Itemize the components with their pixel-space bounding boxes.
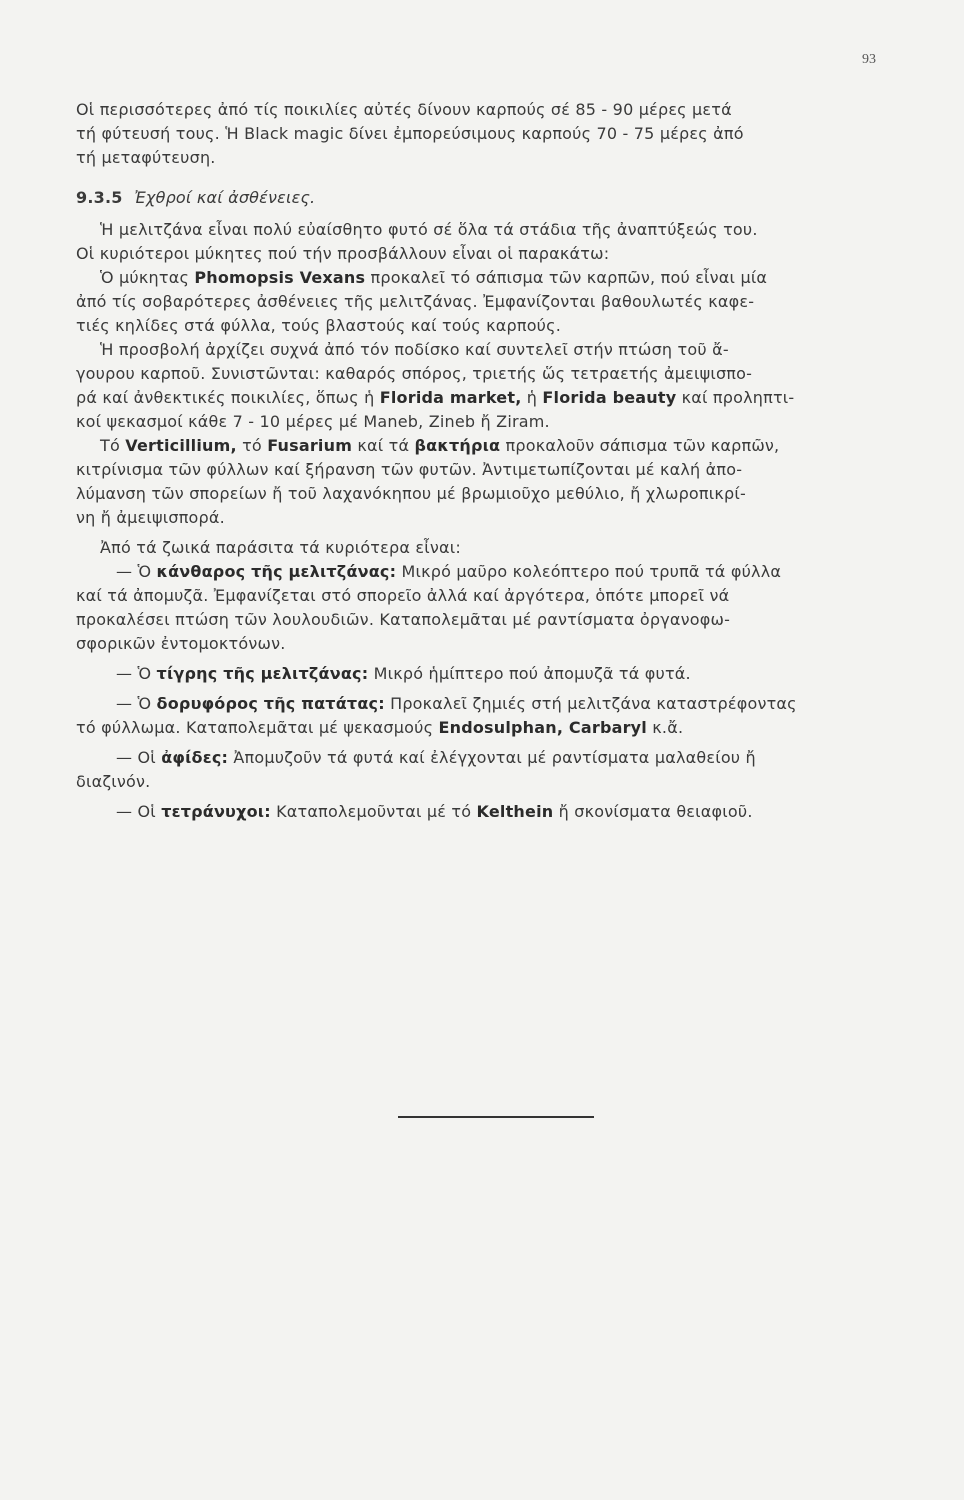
list-item — [76, 662, 896, 686]
bold-term: Fusarium — [267, 436, 353, 455]
section-divider — [398, 1116, 594, 1118]
paragraph-line — [76, 716, 896, 740]
text-run: ἤ σκονίσματα θειαφιοῦ. — [553, 802, 753, 821]
text-run: προκαλεῖ τό σάπισμα τῶν καρπῶν, πού εἶναι μία — [365, 268, 768, 287]
text-run: Ὁ μύκητας — [100, 268, 195, 287]
text-run: ἡ — [521, 388, 543, 407]
section-heading — [76, 186, 896, 210]
bold-term: δορυφόρος τῆς πατάτας: — [156, 694, 385, 713]
bold-term: ἀφίδες: — [161, 748, 229, 767]
bold-term: Verticillium, — [125, 436, 237, 455]
paragraph-line: διαζινόν. — [76, 772, 151, 791]
paragraph-line — [76, 266, 896, 290]
paragraph-line: Ἡ προσβολή ἀρχίζει συχνά ἀπό τόν ποδίσκο καί συντελεῖ στήν πτώση τοῦ ἄ- — [100, 340, 729, 359]
text-run: Μικρό ἡμίπτερο πού ἀπομυζᾶ τά φυτά. — [368, 664, 691, 683]
list-item — [76, 746, 896, 770]
text-run: Καταπολεμοῦνται μέ τό — [270, 802, 477, 821]
page-number: 93 — [862, 52, 876, 67]
paragraph-line: τιές κηλίδες στά φύλλα, τούς βλαστούς καί τούς καρπούς. — [76, 316, 562, 335]
paragraph-line: Ἡ μελιτζάνα εἶναι πολύ εὐαίσθητο φυτό σέ ὅλα τά στάδια τῆς ἀναπτύξεώς του. — [100, 220, 758, 239]
paragraph-line: Οἱ κυριότεροι μύκητες πού τήν προσβάλλουν εἶναι οἱ παρακάτω: — [76, 244, 610, 263]
paragraph-line: τή φύτευσή τους. Ἡ Black magic δίνει ἐμπορεύσιμους καρπούς 70 - 75 μέρες ἀπό — [76, 124, 744, 143]
paragraph-line: Οἱ περισσότερες ἀπό τίς ποικιλίες αὐτές δίνουν καρπούς σέ 85 - 90 μέρες μετά — [76, 100, 732, 119]
paragraph-line: νη ἤ ἀμειψισπορά. — [76, 508, 225, 527]
text-run: προκαλοῦν σάπισμα τῶν καρπῶν, — [500, 436, 780, 455]
paragraph-line: καί τά ἀπομυζᾶ. Ἐμφανίζεται στό σπορεῖο ἀλλά καί ἀργότερα, ὁπότε μπορεῖ νά — [76, 586, 730, 605]
text-run: — Ὁ — [116, 562, 157, 581]
text-run: Ἀπομυζοῦν τά φυτά καί ἐλέγχονται μέ ραντίσματα μαλαθείου ἤ — [228, 748, 756, 767]
paragraph-line: γουρου καρποῦ. Συνιστῶνται: καθαρός σπόρος, τριετής ὥς τετραετής ἀμειψισπο- — [76, 364, 753, 383]
paragraph-line — [76, 386, 896, 410]
list-item — [76, 800, 896, 824]
section-number: 9.3.5 — [76, 188, 123, 207]
page-body — [76, 98, 896, 824]
bold-term: Kelthein — [476, 802, 554, 821]
text-run: τό φύλλωμα. Καταπολεμᾶται μέ ψεκασμούς — [76, 718, 439, 737]
text-run: — Οἱ — [116, 748, 162, 767]
bold-term: Florida market, — [379, 388, 522, 407]
text-run: κ.ἄ. — [647, 718, 684, 737]
text-run: — Οἱ — [116, 802, 162, 821]
bold-term: Endosulphan, Carbaryl — [438, 718, 647, 737]
text-run: καί τά — [352, 436, 415, 455]
section-title: Ἐχθροί καί ἀσθένειες. — [134, 188, 316, 207]
list-item — [76, 692, 896, 716]
text-run: — Ὁ — [116, 694, 157, 713]
paragraph-line: ἀπό τίς σοβαρότερες ἀσθένειες τῆς μελιτζάνας. Ἐμφανίζονται βαθουλωτές καφε- — [76, 292, 755, 311]
text-run: Τό — [100, 436, 126, 455]
paragraph-line: προκαλέσει πτώση τῶν λουλουδιῶν. Καταπολεμᾶται μέ ραντίσματα ὀργανοφω- — [76, 610, 731, 629]
list-item — [76, 560, 896, 584]
paragraph-line — [76, 434, 896, 458]
paragraph-line: λύμανση τῶν σπορείων ἤ τοῦ λαχανόκηπου μέ βρωμιοῦχο μεθύλιο, ἤ χλωροπικρί- — [76, 484, 746, 503]
paragraph-line: σφορικῶν ἐντομοκτόνων. — [76, 634, 286, 653]
bold-term: τίγρης τῆς μελιτζάνας: — [156, 664, 369, 683]
paragraph-line: κιτρίνισμα τῶν φύλλων καί ξήρανση τῶν φυτῶν. Ἀντιμετωπίζονται μέ καλή ἀπο- — [76, 460, 743, 479]
text-run: Προκαλεῖ ζημιές στή μελιτζάνα καταστρέφοντας — [384, 694, 797, 713]
text-run: — Ὁ — [116, 664, 157, 683]
paragraph-line: κοί ψεκασμοί κάθε 7 - 10 μέρες μέ Maneb, Zineb ἤ Ziram. — [76, 412, 550, 431]
bold-term: βακτήρια — [414, 436, 501, 455]
bold-term: Phomopsis Vexans — [194, 268, 366, 287]
bold-term: τετράνυχοι: — [161, 802, 271, 821]
text-run: καί προληπτι- — [676, 388, 795, 407]
text-run: ρά καί ἀνθεκτικές ποικιλίες, ὅπως ἡ — [76, 388, 380, 407]
text-run: τό — [236, 436, 268, 455]
text-run: Μικρό μαῦρο κολεόπτερο πού τρυπᾶ τά φύλλα — [396, 562, 782, 581]
bold-term: κάνθαρος τῆς μελιτζάνας: — [156, 562, 397, 581]
paragraph-line: τή μεταφύτευση. — [76, 148, 216, 167]
bold-term: Florida beauty — [542, 388, 677, 407]
paragraph-line: Ἀπό τά ζωικά παράσιτα τά κυριότερα εἶναι: — [100, 538, 461, 557]
